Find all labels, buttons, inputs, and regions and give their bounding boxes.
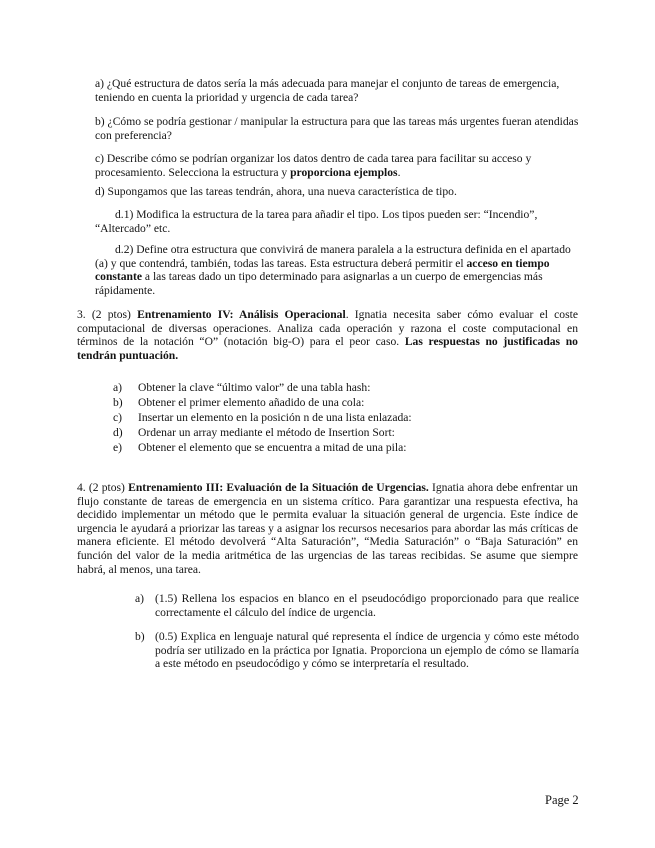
- question-3-number: 3. (2 ptos): [77, 308, 138, 321]
- question-3-statement: [77, 308, 578, 362]
- question-2a: a) ¿Qué estructura de datos sería la más adecuada para manejar el conjunto de tareas de emergencia, teniendo en cuenta la prioridad y urgencia de cada tarea?: [95, 77, 560, 104]
- list-item-text: Obtener el primer elemento añadido de una cola:: [138, 396, 365, 409]
- question-2c: [95, 152, 583, 179]
- list-marker: a): [135, 592, 145, 605]
- list-marker: d): [113, 426, 123, 439]
- question-3-body: . Ignatia necesita saber cómo evaluar el coste computacional de diversas operaciones. Analiza cada operación y razona el coste computacional en términos de la notación “O” (notación big-O) para el peor caso.: [77, 308, 578, 349]
- question-2d2-text: d.2) Define otra estructura que convivirá de manera paralela a la estructura definida en el apartado (a) y que contendrá, también, todas las tareas. Esta estructura deberá permitir el: [95, 243, 571, 270]
- list-marker: e): [113, 441, 123, 454]
- page-number: Page 2: [545, 793, 579, 807]
- question-2c-end: .: [397, 165, 401, 179]
- list-item-text: (0.5) Explica en lenguaje natural qué representa el índice de urgencia y cómo este método podría ser utilizado en la práctica por Ignatia. Proporciona un ejemplo de cómo se llamaría a este método en pseudocódigo y cómo se interpretaría el resultado.: [155, 630, 579, 671]
- list-item-text: Ordenar un array mediante el método de Insertion Sort:: [138, 426, 395, 439]
- list-item-text: Obtener la clave “último valor” de una tabla hash:: [138, 381, 371, 394]
- list-item-text: (1.5) Rellena los espacios en blanco en el pseudocódigo proporcionado para que realice correctamente el cálculo del índice de urgencia.: [155, 592, 579, 619]
- list-marker: b): [135, 630, 145, 643]
- list-marker: c): [113, 411, 123, 424]
- question-4-statement: [77, 481, 578, 576]
- question-2c-text: c) Describe cómo se podrían organizar los datos dentro de cada tarea para facilitar su acceso y procesamiento. Selecciona la estructura y: [95, 152, 532, 179]
- question-2c-emphasis: proporciona ejemplos: [290, 165, 398, 179]
- list-item-text: Obtener el elemento que se encuentra a mitad de una pila:: [138, 441, 407, 454]
- question-4a: [135, 592, 579, 619]
- question-4-body: Ignatia ahora debe enfrentar un flujo constante de tareas de emergencia en un sistema crítico. Para garantizar una respuesta efectiva, ha decidido implementar un método que le permita evaluar la situación general de urgencia. Este índice de urgencia le ayudará a priorizar las tareas y a asignar los recursos necesarios para abordar las más críticas de manera eficiente. El método devolverá “Alta Saturación”, “Media Saturación” o “Baja Saturación” en función del valor de la media aritmética de las urgencias de las tareas recibidas. Se asume que siempre habrá, al menos, una tarea.: [77, 481, 578, 576]
- question-2d2-end: a las tareas dado un tipo determinado para asignarlas a un cuerpo de emergencias más rápidamente.: [95, 270, 543, 297]
- question-4b: [135, 630, 579, 671]
- list-marker: b): [113, 396, 123, 409]
- question-4-number: 4. (2 ptos): [77, 481, 129, 494]
- question-3-title: Entrenamiento IV: Análisis Operacional: [137, 308, 346, 321]
- list-marker: a): [113, 381, 123, 394]
- list-item-text: Insertar un elemento en la posición n de una lista enlazada:: [138, 411, 412, 424]
- question-4-title: Entrenamiento III: Evaluación de la Situación de Urgencias.: [128, 481, 429, 494]
- question-2d2: [95, 243, 579, 297]
- question-2d1: d.1) Modifica la estructura de la tarea para añadir el tipo. Los tipos pueden ser: “Incendio”, “Altercado” etc.: [95, 208, 538, 235]
- question-3-warning: Las respuestas no justificadas no tendrán puntuación.: [77, 335, 578, 362]
- question-2b: b) ¿Cómo se podría gestionar / manipular la estructura para que las tareas más urgentes fueran atendidas con preferencia?: [95, 115, 579, 142]
- question-2d2-emphasis: acceso en tiempo constante: [95, 256, 550, 284]
- question-2d: d) Supongamos que las tareas tendrán, ahora, una nueva característica de tipo.: [95, 185, 457, 198]
